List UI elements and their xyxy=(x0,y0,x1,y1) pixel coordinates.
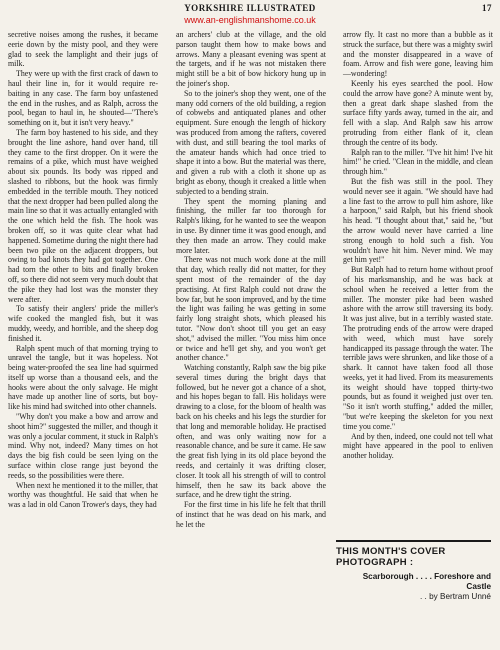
paragraph: To satisfy their anglers' pride the miller's wife cooked the mangled fish, but it was muddy, weedy, and horrible, and the sheep dog finished it. xyxy=(8,304,158,343)
paragraph: So to the joiner's shop they went, one of the many odd corners of the old building, a region of cobwebs and antiquated planes and other equipment. Sure enough the length of hickory was produced from among the rafters, covered with dust, and still bearing the tool marks of the amateur hands which had once tried to shape it into a bow. But the material was there, and given a rub with a cloth it shone up as bright as ebony, though it creaked a little when subjected to a bending strain. xyxy=(176,88,326,196)
paragraph: When next he mentioned it to the miller, that worthy was thoughtful. He said that when he was a lad in old Canon Trower's days, they had xyxy=(8,480,158,510)
watermark-url[interactable]: www.an-englishmanshome.co.uk xyxy=(184,15,316,25)
paragraph: And by then, indeed, one could not tell what might have appeared in the pool to enliven another holiday. xyxy=(343,431,493,461)
magazine-title: YORKSHIRE ILLUSTRATED xyxy=(184,3,316,13)
paragraph: an archers' club at the village, and the old parson taught them how to make bows and arrows. Many a pleasant evening was spent at the targets, and if he was not mistaken there might still be a bit of bow hickory hung up in the joiner's shop. xyxy=(176,30,326,88)
paragraph: There was not much work done at the mill that day, which really did not matter, for they spent most of the remainder of the day practising. At first Ralph could not draw the bow far, but he soon improved, and by the time the light was failing he was getting in some fairly long straight shots, which pleased his tutor. "Now don't shoot till you get an easy shot," advised the miller. "You miss him once or twice and he'll get shy, and you won't get another chance." xyxy=(176,255,326,363)
paragraph: But the fish was still in the pool. They would never see it again. "We should have had a line fast to the arrow to pull him ashore, like a harpoon," said Ralph, but his friend shook his head. "I thought about that," said he, "but the arrow would never have carried a line strong enough to hold such a fish. You wouldn't have hit him. Never mind. We may get him yet!" xyxy=(343,176,493,265)
page-number: 17 xyxy=(482,3,492,13)
paragraph: For the first time in his life he felt that thrill of instinct that he was dead on his mark, and he let the xyxy=(176,500,326,529)
cover-photo-caption xyxy=(336,572,491,602)
paragraph: Keenly his eyes searched the pool. How could the arrow have gone? A minute went by, then a great dark shape slashed from the surface fifty yards away, turned in the air, and fell with a slap. And Ralph saw his arrow protruding from either flank of it, clean through the centre of its body. xyxy=(343,78,493,147)
article-column-1 xyxy=(8,30,158,510)
paragraph: Ralph spent much of that morning trying to unravel the tangle, but it was hopeless. Not being water-proofed the sea line had squirmed itself up worse than a thousand eels, and the hooks were about the only salvage. He might have made up another line of sorts, but boy-like his mind had switched into other channels. xyxy=(8,343,158,412)
article-column-2 xyxy=(176,30,326,530)
paragraph: Ralph ran to the miller. "I've hit him! I've hit him!" he cried. "Clean in the middle, and clean through him." xyxy=(343,147,493,177)
cover-photo-heading: THIS MONTH'S COVER PHOTOGRAPH : xyxy=(336,546,446,568)
paragraph: But Ralph had to return home without proof of his marksmanship, and he was back at school when he received a letter from the miller. The monster pike had been washed ashore with the arrow still traversing its body. It was just alive, but in a terribly wasted state. The protruding ends of the arrow were draped with weed, which must have sorely handicapped its passage through the water. The terrible jaws were shrunken, and like those of a shark. It cannot have taken food all those weeks, yet it had lived. From its measurements its weight should have topped thirty-two pounds, but as found it weighed just over ten. "So it isn't worth stuffing," added the miller, "but we're keeping the skeleton for you next time you come." xyxy=(343,265,493,431)
cover-photograph-box xyxy=(336,540,491,602)
cover-photo-credit: . . by Bertram Unné xyxy=(420,592,491,601)
paragraph: arrow fly. It cast no more than a bubble as it struck the surface, but there was a mighty swirl and the monster disappeared in a wave of foam. Arrow and fish were gone, leaving him—wondering! xyxy=(343,30,493,79)
paragraph: secretive noises among the rushes, it became eerie down by the misty pool, and they were glad to seek the lamplight and their jugs of milk. xyxy=(8,30,158,69)
article-column-3 xyxy=(343,30,493,461)
paragraph: Watching constantly, Ralph saw the big pike several times during the bright days that followed, but he never got a chance of a shot, and his hopes began to fall. His holidays were drawing to a close, for the bloom of health was back on his cheeks and his legs the sturdier for that long and memorable holiday. He practised often, and was only waiting now for a reasonable chance, and be sure it came. He saw the great fish lying in its old place beyond the reeds, and certainly it was drifting closer, closer. It took all his strength of will to control himself, then he saw its back above the surface, and he drew tight the string. xyxy=(176,363,326,500)
paragraph: They spent the morning planing and finishing, the miller far too thorough for Ralph's liking, for he wanted to see the weapon in use. By dinner time it was good enough, and they then made an arrow. They could make more later. xyxy=(176,196,326,255)
cover-photo-title: Scarborough . . . . Foreshore and Castle xyxy=(362,572,491,591)
paragraph: They were up with the first crack of dawn to haul their line in, for it would require re-baiting in any case. The farm boy unfastened the end in the rushes, and as Ralph, across the pool, began to haul in, he shouted—"There's something on it, but it isn't very heavy." xyxy=(8,69,158,128)
paragraph: "Why don't you make a bow and arrow and shoot him?" suggested the miller, and though it was only a jocular comment, it stuck in Ralph's mind. Why not, indeed? Many times on hot days the big fish could be seen lying on the surface within close range just beyond the reeds, so the possibilities were there. xyxy=(8,412,158,480)
paragraph: The farm boy hastened to his side, and they brought the line ashore, hand over hand, till they came to the first dropper. On it were the remains of a pike, which must have weighed about six pounds. Its body was ripped and slashed to ribbons, but the hook was firmly embedded in the terrible mouth. They noticed that the next dropper had been pulled along the main line so that it was actually entangled with the one which held the fish. The hook was broken off, so it was quite clear what had happened. Sometime during the night there had been two pike on the adjacent droppers, but owing to bad knots they had got together. One had torn the other to bits and finally broken off, so there did not seem very much doubt that the pike they had lost was the monster they were after. xyxy=(8,127,158,304)
masthead xyxy=(0,0,500,16)
